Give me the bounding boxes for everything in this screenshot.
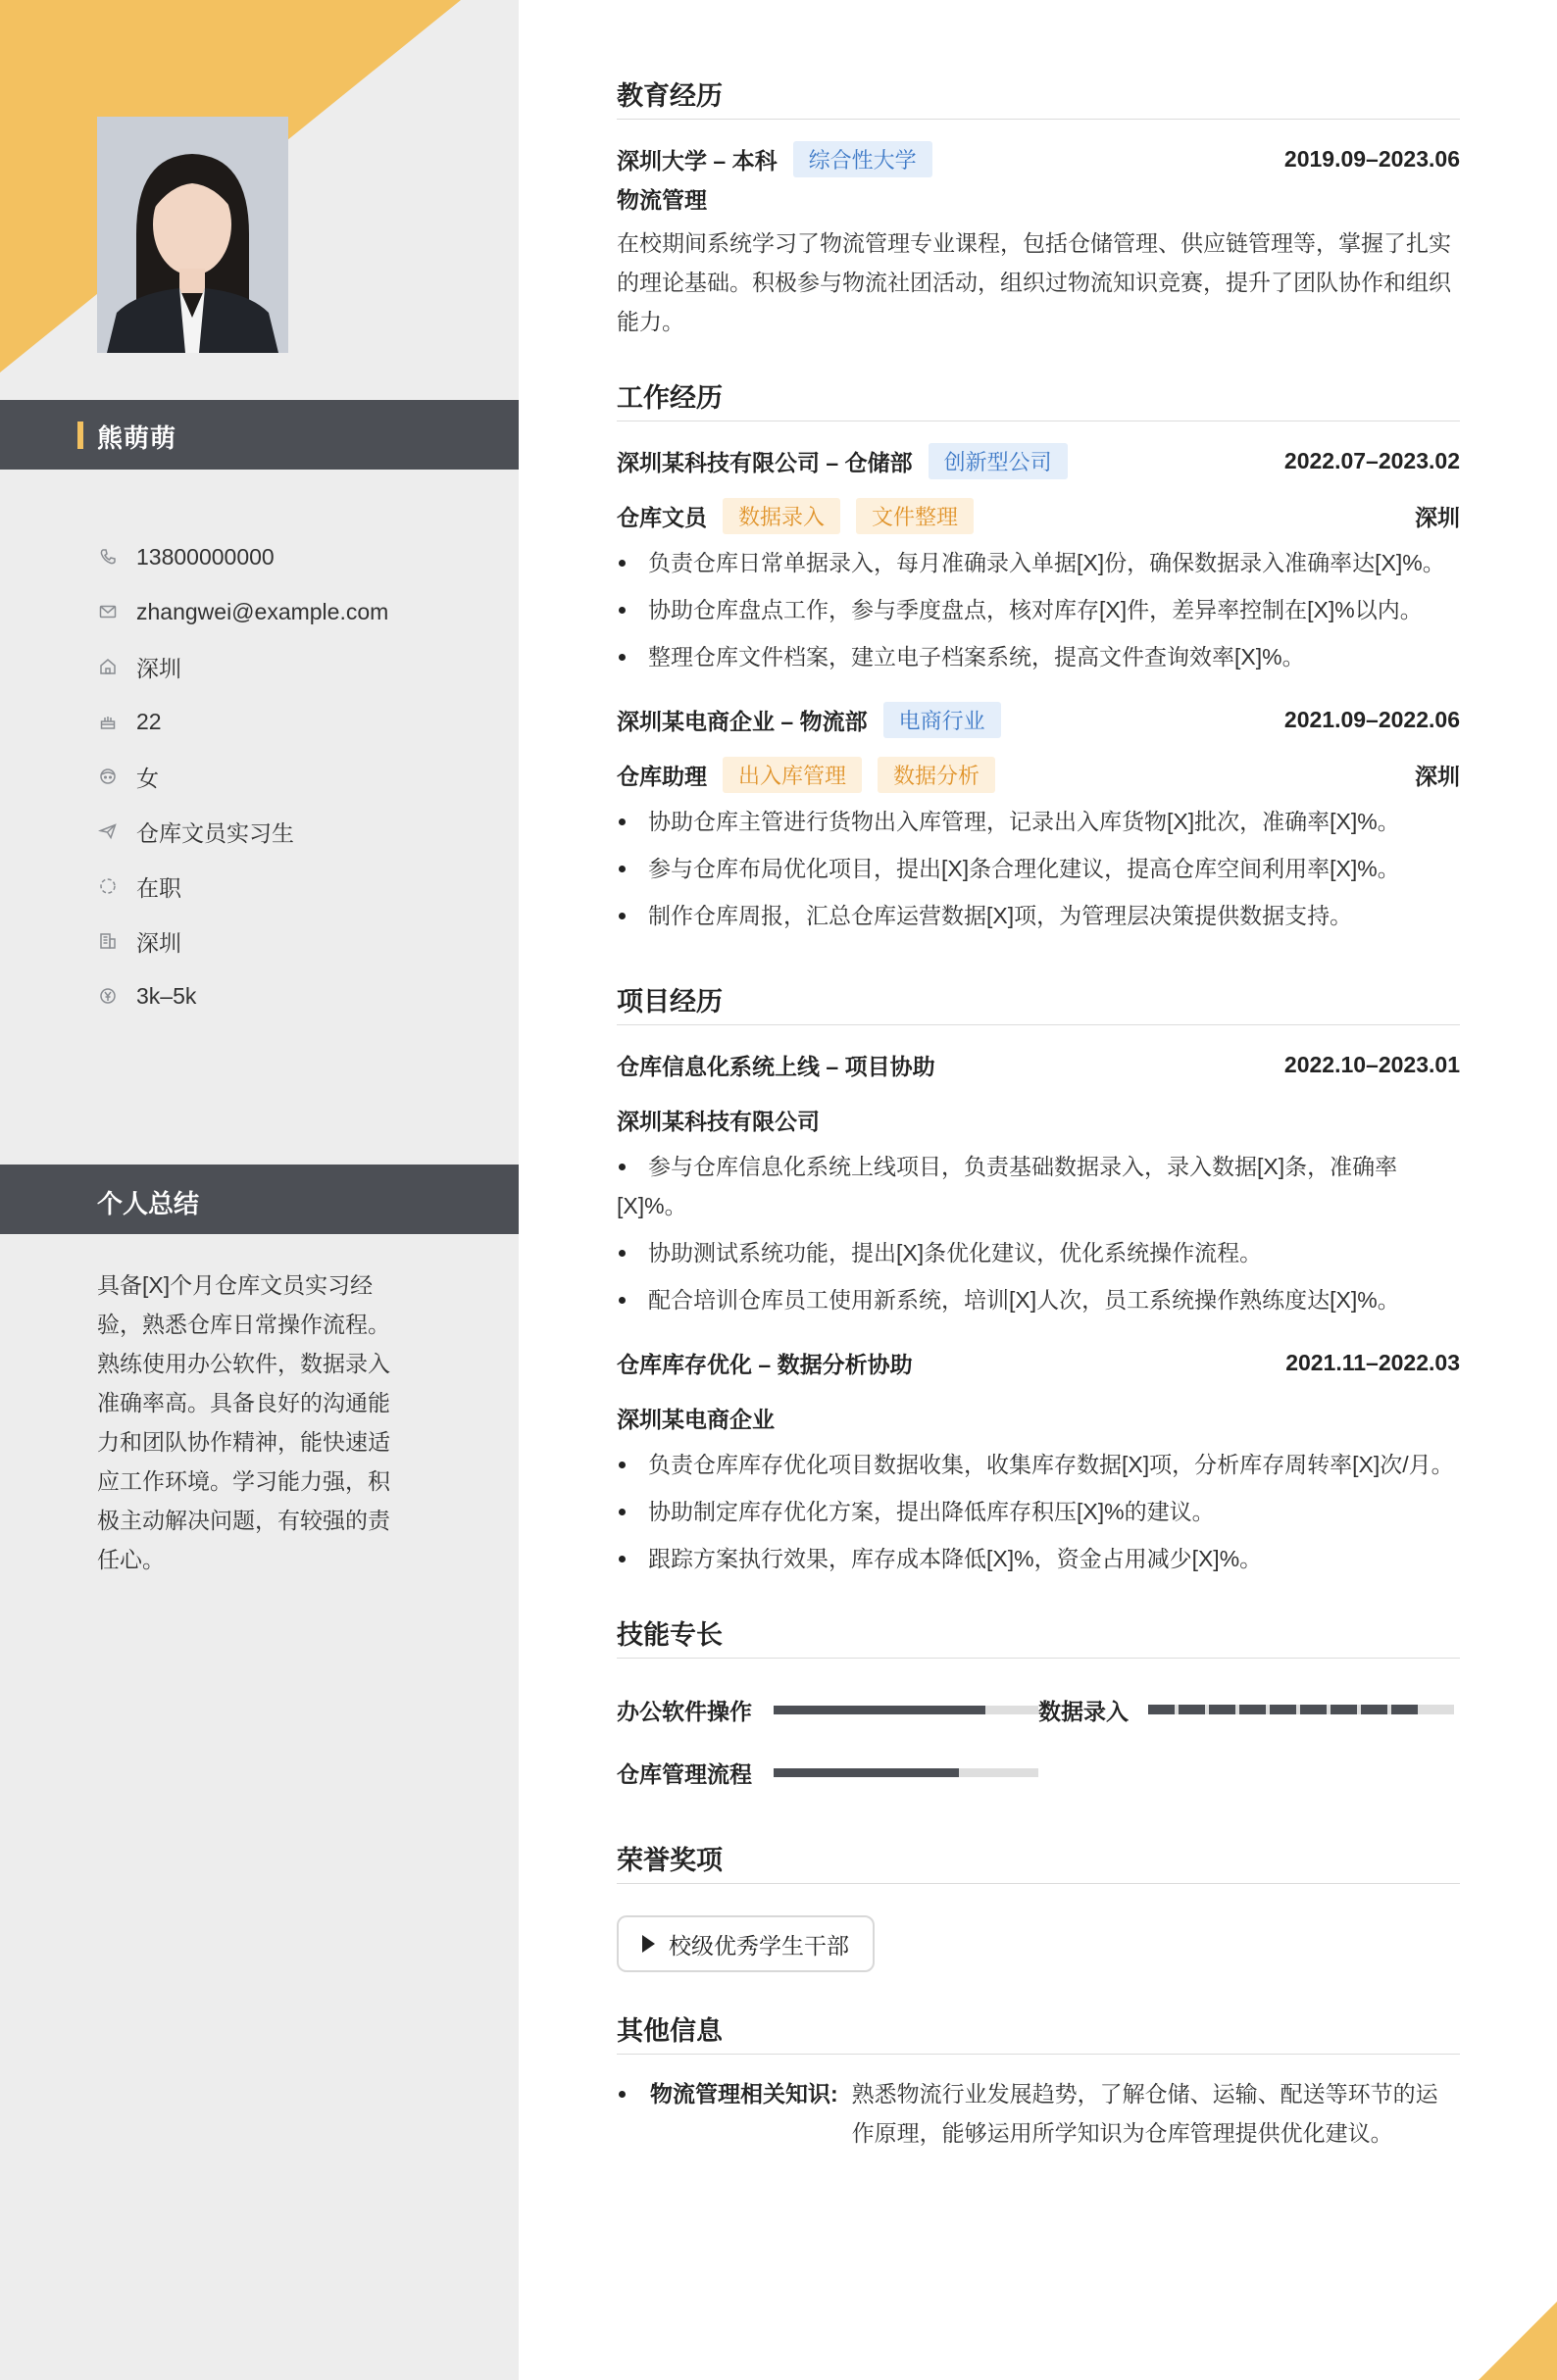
project-org: 深圳某科技有限公司	[617, 1108, 820, 1134]
skill-item	[1038, 1694, 1460, 1726]
profile-photo	[97, 117, 288, 353]
company-name: 深圳某科技有限公司 – 仓储部	[617, 449, 913, 475]
company-name: 深圳某电商企业 – 物流部	[617, 708, 868, 734]
list-item: 协助测试系统功能，提出[X]条优化建议，优化系统操作流程。	[617, 1233, 1460, 1272]
skill-item	[617, 1694, 1038, 1726]
list-item: 配合培训仓库员工使用新系统，培训[X]人次，员工系统操作熟练度达[X]%。	[617, 1280, 1460, 1319]
work-header-row	[617, 700, 1460, 739]
candidate-name: 熊萌萌	[97, 423, 177, 453]
major-name: 物流管理	[617, 186, 707, 213]
project-header-row	[617, 1343, 1460, 1382]
role-name: 仓库文员	[617, 504, 707, 530]
skill-bar	[1148, 1705, 1454, 1714]
awards-title: 荣誉奖项	[617, 1839, 1460, 1884]
list-item: 制作仓库周报，汇总仓库运营数据[X]项，为管理层决策提供数据支持。	[617, 896, 1460, 935]
main-content	[617, 74, 1460, 2153]
project-date: 2022.10–2023.01	[1283, 1051, 1460, 1077]
project-item	[617, 1045, 1460, 1319]
contact-item-target-city	[97, 914, 509, 968]
work-item	[617, 700, 1460, 935]
education-date: 2019.09–2023.06	[1283, 145, 1460, 172]
school-name: 深圳大学 – 本科	[617, 147, 778, 174]
skill-bar-segment	[1239, 1705, 1266, 1714]
other-section	[617, 2009, 1460, 2153]
skill-bar-segment	[1300, 1705, 1327, 1714]
skill-bar-segment	[1361, 1705, 1387, 1714]
skill-label: 仓库管理流程	[617, 1760, 752, 1787]
project-bullets	[617, 1445, 1460, 1578]
summary-header	[0, 1165, 519, 1234]
position-text: 仓库文员实习生	[136, 819, 294, 846]
project-item	[617, 1343, 1460, 1578]
company-tag: 电商行业	[883, 702, 1001, 738]
list-item: 整理仓库文件档案，建立电子档案系统，提高文件查询效率[X]%。	[617, 637, 1460, 676]
skill-bar-segment	[1209, 1705, 1235, 1714]
yen-icon	[97, 985, 119, 1007]
gender-text: 女	[136, 765, 159, 791]
project-name: 仓库库存优化 – 数据分析协助	[617, 1351, 913, 1377]
send-icon	[97, 820, 119, 842]
home-icon	[97, 656, 119, 677]
skill-bar-segment	[1270, 1705, 1296, 1714]
contact-item-location	[97, 639, 509, 694]
school-tag: 综合性大学	[793, 141, 932, 177]
phone-icon	[97, 546, 119, 568]
skills-section	[617, 1613, 1460, 1804]
phone-text: 13800000000	[136, 543, 275, 570]
skills-title: 技能专长	[617, 1613, 1460, 1659]
contact-item-age	[97, 694, 509, 749]
contact-item-phone	[97, 529, 509, 584]
skill-bar-segment	[1391, 1705, 1418, 1714]
skills-list	[617, 1678, 1460, 1804]
skill-bar	[774, 1768, 1038, 1777]
work-city: 深圳	[1415, 504, 1460, 530]
project-section	[617, 980, 1460, 1578]
role-skill-tag: 数据录入	[723, 498, 840, 534]
status-icon	[97, 875, 119, 897]
salary-text: 3k–5k	[136, 982, 197, 1009]
skill-bar-fill	[774, 1768, 959, 1777]
list-item: 协助制定库存优化方案，提出降低库存积压[X]%的建议。	[617, 1492, 1460, 1531]
skill-bar-segment	[1148, 1705, 1175, 1714]
other-key: 物流管理相关知识:	[650, 2081, 838, 2107]
award-text: 校级优秀学生干部	[669, 1932, 849, 1959]
role-skill-tag: 数据分析	[878, 757, 995, 793]
cake-icon	[97, 711, 119, 732]
email-text: zhangwei@example.com	[136, 598, 389, 624]
work-item	[617, 441, 1460, 676]
contact-item-gender	[97, 749, 509, 804]
work-bullets	[617, 543, 1460, 676]
list-item: 跟踪方案执行效果，库存成本降低[X]%，资金占用减少[X]%。	[617, 1539, 1460, 1578]
other-value: 熟悉物流行业发展趋势，了解仓储、运输、配送等环节的运作原理，能够运用所学知识为仓库管理提供优化建议。	[851, 2081, 1438, 2146]
age-text: 22	[136, 708, 162, 734]
project-org-row	[617, 1100, 1460, 1139]
role-skill-tag: 出入库管理	[723, 757, 862, 793]
project-name: 仓库信息化系统上线 – 项目协助	[617, 1053, 935, 1079]
award-item	[617, 1915, 875, 1972]
skill-row	[617, 1741, 1460, 1804]
role-skill-tag: 文件整理	[856, 498, 974, 534]
skill-bar	[774, 1706, 1038, 1714]
work-bullets	[617, 802, 1460, 935]
contact-item-position	[97, 804, 509, 859]
work-date: 2022.07–2023.02	[1283, 447, 1460, 473]
skill-row	[617, 1678, 1460, 1741]
other-item	[617, 2074, 1460, 2153]
location-text: 深圳	[136, 655, 181, 681]
name-header	[0, 400, 519, 470]
summary-title: 个人总结	[97, 1189, 200, 1218]
play-icon	[642, 1935, 655, 1953]
role-row	[617, 755, 1460, 794]
skill-bar-segment	[1331, 1705, 1357, 1714]
role-row	[617, 496, 1460, 535]
project-org-row	[617, 1398, 1460, 1437]
contact-item-email	[97, 584, 509, 639]
contact-item-salary	[97, 968, 509, 1023]
corner-decoration	[1479, 2302, 1557, 2380]
sidebar	[0, 0, 519, 2380]
gender-icon	[97, 766, 119, 787]
project-org: 深圳某电商企业	[617, 1406, 775, 1432]
list-item: 协助仓库盘点工作，参与季度盘点，核对库存[X]件，差异率控制在[X]%以内。	[617, 590, 1460, 629]
name-accent-mark	[77, 421, 83, 449]
company-tag: 创新型公司	[929, 443, 1068, 479]
contact-item-status	[97, 859, 509, 914]
work-city: 深圳	[1415, 763, 1460, 789]
major-row	[617, 178, 1460, 218]
role-name: 仓库助理	[617, 763, 707, 789]
skill-item	[617, 1757, 1048, 1789]
target-city-text: 深圳	[136, 929, 181, 956]
list-item: 协助仓库主管进行货物出入库管理，记录出入库货物[X]批次，准确率[X]%。	[617, 802, 1460, 841]
skill-bar-segment	[1179, 1705, 1205, 1714]
list-item: 负责仓库日常单据录入，每月准确录入单据[X]份，确保数据录入准确率达[X]%。	[617, 543, 1460, 582]
work-date: 2021.09–2022.06	[1283, 706, 1460, 732]
summary-text: 具备[X]个月仓库文员实习经验，熟悉仓库日常操作流程。熟练使用办公软件，数据录入准确率高。具备良好的沟通能力和团队协作精神，能快速适应工作环境。学习能力强，积极主动解决问题，有较强的责任心。	[97, 1272, 390, 1572]
education-title: 教育经历	[617, 74, 1460, 120]
project-title: 项目经历	[617, 980, 1460, 1025]
bullet-dot	[619, 2091, 626, 2098]
other-title: 其他信息	[617, 2009, 1460, 2055]
list-item: 参与仓库信息化系统上线项目，负责基础数据录入，录入数据[X]条，准确率[X]%。	[617, 1147, 1460, 1225]
contact-list	[97, 529, 509, 1023]
mail-icon	[97, 601, 119, 622]
list-item: 负责仓库库存优化项目数据收集，收集库存数据[X]项，分析库存周转率[X]次/月。	[617, 1445, 1460, 1484]
skill-label: 数据录入	[1038, 1698, 1129, 1724]
work-title: 工作经历	[617, 376, 1460, 421]
list-item: 参与仓库布局优化项目，提出[X]条合理化建议，提高仓库空间利用率[X]%。	[617, 849, 1460, 888]
building-icon	[97, 930, 119, 952]
work-header-row	[617, 441, 1460, 480]
skill-label: 办公软件操作	[617, 1698, 752, 1724]
awards-section	[617, 1839, 1460, 1972]
education-section	[617, 74, 1460, 341]
skill-bar-fill	[774, 1706, 985, 1714]
education-description: 在校期间系统学习了物流管理专业课程，包括仓储管理、供应链管理等，掌握了扎实的理论基础。积极参与物流社团活动，组织过物流知识竞赛，提升了团队协作和组织能力。	[617, 230, 1451, 334]
project-bullets	[617, 1147, 1460, 1319]
work-section	[617, 376, 1460, 935]
education-header-row	[617, 139, 1460, 178]
project-header-row	[617, 1045, 1460, 1084]
project-date: 2021.11–2022.03	[1285, 1349, 1460, 1375]
status-text: 在职	[136, 874, 181, 901]
